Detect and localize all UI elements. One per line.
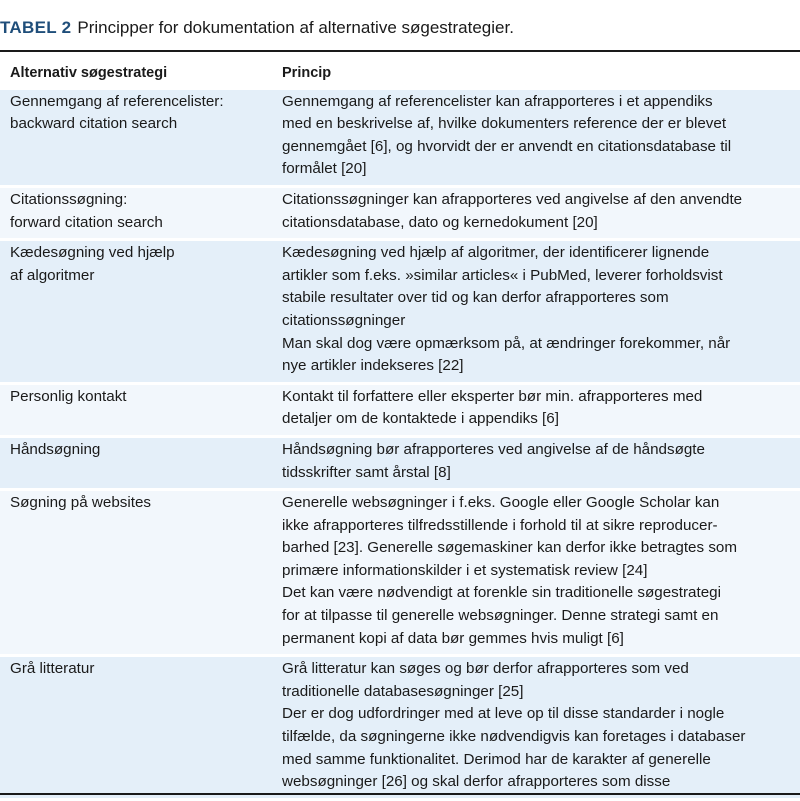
table-row [0, 491, 800, 654]
principle-text: Det kan være nødvendigt at forenkle sin traditionelle søgestrategi [282, 584, 721, 602]
principle-text: gennemgået [6], og hvorvidt der er anvendt en citationsdatabase til [282, 137, 732, 155]
principle-cell [272, 438, 800, 488]
principle-text: Håndsøgning bør afrapporteres ved angivelse af de håndsøgte [282, 440, 705, 458]
table-row [0, 188, 800, 238]
strategy-text: forward citation search [10, 213, 163, 231]
table-title: Principper for dokumentation af alternative søgestrategier. [77, 18, 514, 37]
principle-text: tilfælde, da søgningerne ikke nødvendigvis kan foretages i databaser [282, 728, 746, 746]
bottom-rule [0, 793, 800, 795]
table-row [0, 90, 800, 185]
strategy-text: Håndsøgning [10, 440, 101, 458]
principle-text: detaljer om de kontaktede i appendiks [6] [282, 410, 559, 428]
strategy-cell [0, 241, 272, 382]
principle-cell [272, 491, 800, 654]
principle-text: formålet [20] [282, 160, 367, 178]
principle-cell [272, 657, 800, 798]
principle-text: websøgninger [26] og skal derfor afrapporteres som disse [282, 773, 671, 791]
principle-text: citationsdatabase, dato og kernedokument [20] [282, 213, 598, 231]
principle-cell [272, 241, 800, 382]
table-label: TABEL 2 [0, 18, 72, 37]
principle-text: med en beskrivelse af, hvilke dokumenters reference der er blevet [282, 115, 727, 133]
principle-text: med samme funktionalitet. Derimod har de karakter af generelle [282, 750, 711, 768]
header-row [0, 61, 800, 87]
principle-text: nye artikler indekseres [22] [282, 357, 464, 375]
table-row [0, 657, 800, 798]
principle-cell [272, 90, 800, 185]
table-row [0, 438, 800, 488]
principle-text: Man skal dog være opmærksom på, at ændringer forekommer, når [282, 334, 731, 352]
header-principle: Princip [282, 65, 332, 81]
strategy-text: Søgning på websites [10, 494, 151, 512]
strategy-text: backward citation search [10, 115, 178, 133]
principle-text: Citationssøgninger kan afrapporteres ved angivelse af den anvendte [282, 190, 743, 208]
principle-text: Generelle websøgninger i f.eks. Google eller Google Scholar kan [282, 494, 720, 512]
table-row [0, 241, 800, 382]
principle-text: traditionelle databasesøgninger [25] [282, 682, 524, 700]
principle-text: permanent kopi af data bør gemmes hvis muligt [6] [282, 629, 624, 647]
principle-text: for at tilpasse til generelle websøgninger. Denne strategi samt en [282, 607, 719, 625]
strategy-cell [0, 657, 272, 798]
strategy-text: Gennemgang af referencelister: [10, 92, 224, 110]
strategy-cell [0, 188, 272, 238]
principle-text: tidsskrifter samt årstal [8] [282, 463, 451, 481]
table-row [0, 385, 800, 435]
principle-text: artikler som f.eks. »similar articles« i PubMed, leverer forholdsvist [282, 266, 723, 284]
strategy-cell [0, 438, 272, 488]
strategy-cell [0, 491, 272, 654]
strategy-cell [0, 90, 272, 185]
principle-text: Gennemgang af referencelister kan afrapporteres i et appendiks [282, 92, 713, 110]
principle-text: Grå litteratur kan søges og bør derfor afrapporteres som ved [282, 660, 689, 678]
principle-text: Kædesøgning ved hjælp af algoritmer, der identificerer lignende [282, 244, 710, 262]
table-body [0, 90, 800, 798]
principle-text: primære informationskilder i et systematisk review [24] [282, 561, 648, 579]
strategy-text: af algoritmer [10, 266, 95, 284]
strategy-cell [0, 385, 272, 435]
principle-text: ikke afrapporteres tilfredsstillende i forhold til at sikre reproducer- [282, 516, 718, 534]
header-strategy: Alternativ søgestrategi [10, 65, 168, 81]
principles-table [0, 58, 800, 801]
principle-text: citationssøgninger [282, 311, 406, 329]
strategy-text: Grå litteratur [10, 660, 95, 678]
principle-text: Kontakt til forfattere eller eksperter bør min. afrapporteres med [282, 387, 703, 405]
strategy-text: Citationssøgning: [10, 190, 128, 208]
principle-cell [272, 385, 800, 435]
strategy-text: Kædesøgning ved hjælp [10, 244, 175, 262]
principle-text: barhed [23]. Generelle søgemaskiner kan derfor ikke betragtes som [282, 539, 738, 557]
principle-cell [272, 188, 800, 238]
top-rule [0, 50, 800, 52]
table-caption [0, 16, 800, 40]
principle-text: Der er dog udfordringer med at leve op til disse standarder i nogle [282, 705, 725, 723]
principle-text: stabile resultater over tid og kan derfor afrapporteres som [282, 289, 669, 307]
strategy-text: Personlig kontakt [10, 387, 127, 405]
